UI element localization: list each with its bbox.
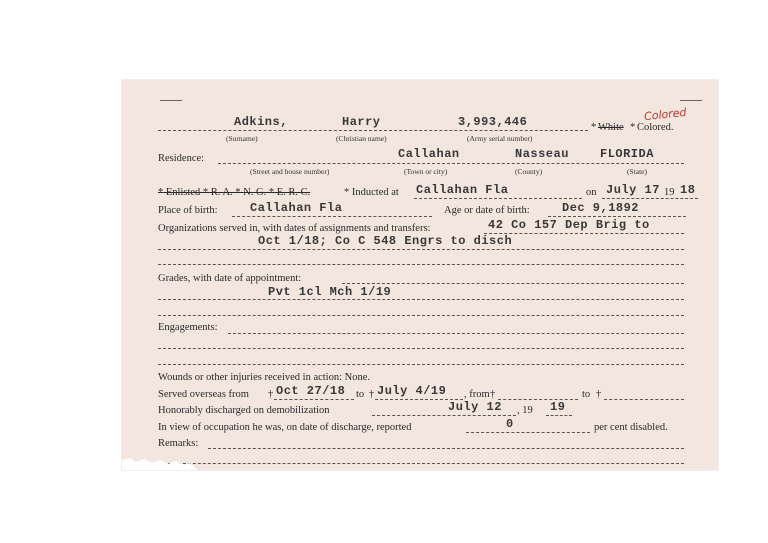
grades-line1	[342, 283, 684, 284]
serial-caption: (Army serial number)	[467, 134, 533, 143]
christian-name-value: Harry	[342, 115, 381, 129]
torn-corner	[122, 454, 197, 470]
service-record-card	[122, 80, 718, 470]
place-of-birth-label: Place of birth:	[158, 205, 218, 216]
overseas-from2-line	[498, 399, 578, 400]
honorably-discharged-label: Honorably discharged on demobilization	[158, 405, 330, 416]
disabled-line	[466, 432, 590, 433]
discharged-line	[372, 415, 516, 416]
grades-value: Pvt 1cl Mch 1/19	[268, 285, 392, 299]
inducted-year-value: 18	[680, 183, 696, 197]
engagements-line3	[158, 364, 684, 365]
engagements-line2	[158, 348, 684, 349]
served-overseas-label: Served overseas from	[158, 389, 249, 400]
overseas-to2-line	[604, 399, 684, 400]
colored-option: Colored.	[637, 122, 674, 133]
street-caption: (Street and house number)	[250, 167, 330, 176]
overseas-from-line	[274, 399, 354, 400]
residence-label: Residence:	[158, 153, 205, 164]
dagger-1: †	[268, 389, 274, 400]
inducted-label: * Inducted at	[344, 187, 399, 198]
star-white: *	[591, 122, 597, 133]
christian-name-caption: (Christian name)	[336, 134, 387, 143]
overseas-to-value: July 4/19	[377, 384, 447, 398]
grades-line3	[158, 315, 684, 316]
remarks-label: Remarks:	[158, 438, 199, 449]
organizations-label: Organizations served in, with dates of assignments and transfers:	[158, 223, 431, 234]
dagger-3: †	[490, 389, 496, 400]
to2-label: to	[582, 389, 591, 400]
surname-caption: (Surname)	[226, 134, 258, 143]
town-value: Callahan	[398, 147, 460, 161]
engagements-label: Engagements:	[158, 322, 218, 333]
dob-line	[548, 216, 686, 217]
discharged-year-line	[546, 415, 572, 416]
to-label: to	[356, 389, 365, 400]
from-label: , from	[464, 389, 490, 400]
town-caption: (Town or city)	[404, 167, 448, 176]
surname-value: Adkins,	[234, 115, 288, 129]
inducted-line	[414, 198, 582, 199]
white-option: White	[598, 122, 624, 133]
state-value: FLORIDA	[600, 147, 654, 161]
date-of-birth-value: Dec 9,1892	[562, 201, 640, 215]
organizations-line2-value: Oct 1/18; Co C 548 Engrs to disch	[258, 234, 513, 248]
per-cent-label: per cent disabled.	[594, 422, 668, 433]
serial-number-value: 3,993,446	[458, 115, 528, 129]
residence-line	[218, 163, 684, 164]
inducted-on-line	[602, 198, 698, 199]
inducted-on-value: July 17	[606, 183, 660, 197]
grades-line2	[158, 299, 684, 300]
place-of-birth-value: Callahan Fla	[250, 201, 343, 215]
enlisted-options: * Enlisted * R. A. * N. G. * E. R. C.	[158, 187, 311, 198]
name-line	[158, 130, 588, 131]
engagements-line1	[228, 333, 684, 334]
organizations-line1-value: 42 Co 157 Dep Brig to	[488, 218, 650, 232]
overseas-from-value: Oct 27/18	[276, 384, 346, 398]
age-dob-label: Age or date of birth:	[444, 205, 530, 216]
state-caption: (State)	[627, 167, 647, 176]
dagger-4: †	[596, 389, 602, 400]
year-sep-label: , 19	[517, 405, 533, 416]
organizations-line1	[484, 233, 684, 234]
county-caption: (County)	[515, 167, 543, 176]
grades-label: Grades, with date of appointment:	[158, 273, 302, 284]
discharged-year-value: 19	[550, 400, 566, 414]
corner-rule-right	[680, 100, 702, 101]
disabled-percent-value: 0	[506, 417, 514, 431]
year-prefix: 19	[664, 187, 675, 198]
dagger-2: †	[369, 389, 375, 400]
remarks-line2	[158, 463, 684, 464]
star-colored: *	[630, 122, 636, 133]
corner-rule	[160, 100, 182, 101]
occupation-label: In view of occupation he was, on date of discharge, reported	[158, 422, 412, 433]
handwritten-colored: Colored	[643, 105, 688, 124]
inducted-at-value: Callahan Fla	[416, 183, 509, 197]
on-label: on	[586, 187, 597, 198]
organizations-line2	[158, 249, 684, 250]
remarks-line1	[208, 448, 684, 449]
wounds-label: Wounds or other injuries received in action: None.	[158, 372, 371, 383]
organizations-line3	[158, 264, 684, 265]
discharged-value: July 12	[448, 400, 502, 414]
place-of-birth-line	[232, 216, 432, 217]
county-value: Nasseau	[515, 147, 569, 161]
